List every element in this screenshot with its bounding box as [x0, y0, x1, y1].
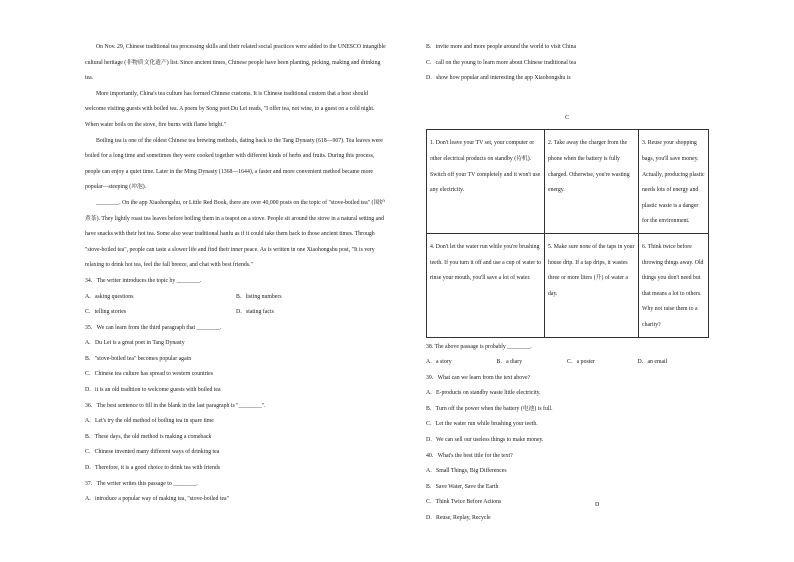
passage-paragraph-3: Boiling tea is one of the oldest Chinese tea brewing methods, dating back to the Tang Dynasty (618—907). Tea leaves were boiled for a long time and sometimes they were cooked together with different kinds of herbs and fruits. During this process, people can enjoy a quiet time. Later in the Ming Dynasty (1368—1644), a faster and more convenient method became more popular—steeping (冲泡).: [85, 137, 383, 191]
option-34-d: D．stating facts: [236, 309, 274, 316]
table-cell-tip-1: 1. Don't leave your TV set, your computer or other electrical products on standby (待机). Switch off your TV completely and it won't use any electricity.: [427, 130, 545, 234]
option-40-b: B．Save Water, Save the Earth: [426, 483, 499, 490]
option-38-a: A．a story: [426, 359, 452, 366]
option-39-c: C．Let the water run while brushing your teeth.: [426, 421, 538, 428]
table-row: [427, 233, 709, 337]
option-34-b: B．listing numbers: [236, 293, 282, 300]
table-cell-tip-5: 5. Make sure none of the taps in your house drip. If a tap drips, it wastes three or more liters (升) of water a day.: [545, 233, 639, 337]
question-40: 40．What's the best title for the text?: [426, 452, 513, 459]
option-39-d: D．We can sell our useless things to make money.: [426, 437, 544, 444]
table-cell-tip-6: 6. Think twice before throwing things away. Old things you don't need but that means a lot to others. Why not raise them to a charity?: [639, 233, 709, 337]
question-34-options-row-2: [85, 305, 387, 321]
question-35: 35．We can learn from the third paragraph that ________.: [85, 324, 222, 331]
option-38-b: B．a diary: [496, 359, 523, 366]
question-38-options: [426, 355, 708, 371]
option-37-d: D．show how popular and interesting the app Xiaohongshu is: [426, 75, 571, 82]
table-cell-tip-2: 2. Take away the charger from the phone when the battery is fully charged. Otherwise, you're wasting energy.: [545, 130, 639, 234]
option-35-b: B．"stove-boiled tea" becomes popular again: [85, 355, 192, 362]
option-37-c: C．call on the young to learn more about Chinese traditional tea: [426, 59, 577, 66]
table-cell-tip-4: 4. Don't let the water run while you're brushing teeth. If you turn it off and use a cup of water to rinse your mouth, you'll save a lot of water.: [427, 233, 545, 337]
question-37: 37．The writer writes this passage to ________.: [85, 480, 198, 487]
option-36-c: C．Chinese invented many different ways of drinking tea: [85, 449, 220, 456]
option-36-b: B．These days, the old method is making a comeback: [85, 433, 212, 440]
option-38-c: C．a poster: [567, 359, 595, 366]
passage-paragraph-2: More importantly, China's tea culture has formed Chinese customs. It is Chinese traditional custom that a host should welcome visiting guests with boiled tea. A poem by Song poet Du Lei reads, "I offer tea, not wine, to a guest on a cold night. When water boils on the stove, fire burns with flame bright.": [85, 90, 375, 128]
option-34-c: C．telling stories: [85, 309, 127, 316]
question-34-options-row-1: [85, 290, 387, 306]
option-35-a: A．Du Lei is a great poet in Tang Dynasty: [85, 340, 185, 347]
option-40-a: A．Small Things, Big Differences: [426, 468, 507, 475]
question-36: 36．The best sentence to fill in the blank in the last paragraph is "________".: [85, 402, 266, 409]
reading-passage-column: [85, 40, 387, 508]
option-37-b: B．invite more and more people around the world to visit China: [426, 44, 577, 50]
question-38: 38. The above passage is probably ________.: [426, 343, 532, 350]
option-35-d: D．it is an old tradition to welcome guests with boiled tea: [85, 387, 221, 394]
energy-tips-table: [426, 129, 709, 337]
option-34-a: A．asking questions: [85, 293, 134, 300]
section-c-label: C: [565, 114, 569, 121]
option-40-d: D．Reuse, Replay, Recycle: [426, 515, 491, 522]
option-35-c: C．Chinese tea culture has spread to western countries: [85, 371, 213, 378]
option-39-a: A．E-products on standby waste little electricity.: [426, 390, 541, 397]
option-38-d: D．an email: [637, 359, 668, 366]
section-d-label: D: [595, 502, 600, 508]
option-36-a: A．Let's try the old method of boiling tea in spare time: [85, 418, 214, 425]
option-36-d: D．Therefore, it is a good choice to drink tea with friends: [85, 465, 221, 472]
question-34: 34．The writer introduces the topic by ________.: [85, 277, 202, 284]
questions-column: [426, 40, 708, 527]
option-39-b: B．Turn off the power when the battery (电池) is full.: [426, 405, 553, 412]
question-39: 39．What can we learn from the text above?: [426, 374, 531, 381]
option-40-c: C．Think Twice Before Actions: [426, 499, 502, 506]
table-cell-tip-3: 3. Reuse your shopping bags, you'll save money. Actually, producing plastic needs lots of energy and plastic waste is a danger for the environment.: [639, 130, 709, 234]
option-37-a: A．introduce a popular way of making tea, "stove-boiled tea": [85, 496, 229, 503]
passage-paragraph-1: On Nov. 29, Chinese traditional tea processing skills and their related social practices were added to the UNESCO intangible cultural heritage (非物质文化遗产) list. Since ancient times, Chinese people have been planting, picking, making and drinking tea.: [85, 44, 386, 82]
passage-paragraph-4: ________. On the app Xiaohongshu, or Little Red Book, there are over 40,000 posts on the topic of "stove-boiled tea" (围炉煮茶). They lightly roast tea leaves before boiling them in a teapot on a stove. People sit around the stove in a natural setting and have snacks with their hot tea. Some also wear traditional hanfu as if it could take them back to those ancient times. Through "stove-boiled tea", people can taste a slower life and find their inner peace. As is written in one Xiaohongshu post, "It is very relaxing to drink hot tea, feel the fall breeze, and chat with best friends.": [85, 199, 386, 269]
table-row: [427, 130, 709, 234]
